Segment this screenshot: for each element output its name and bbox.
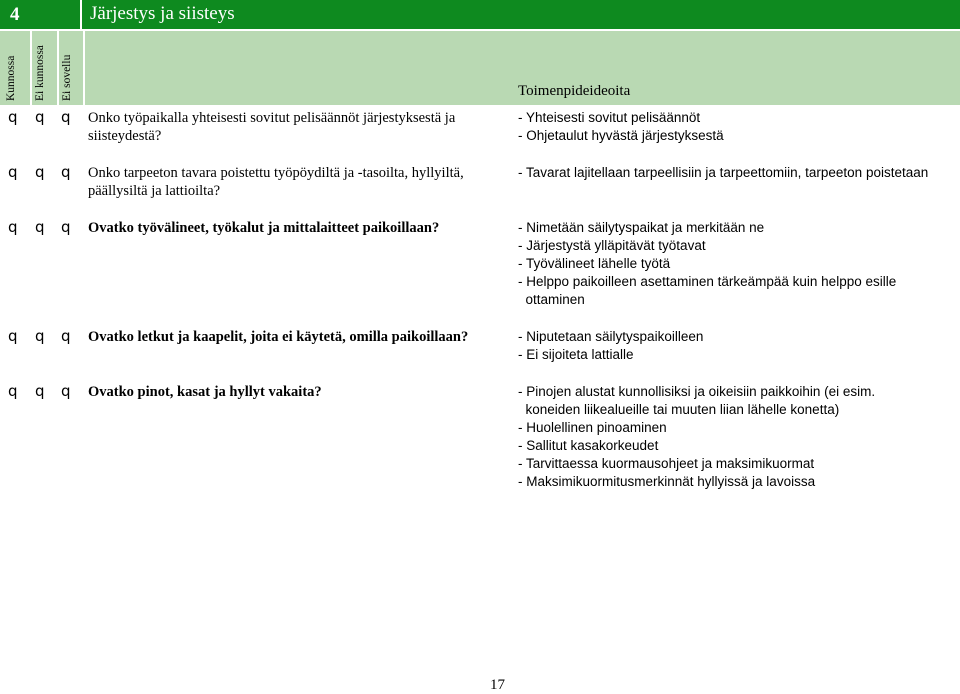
checklist-question: Onko työpaikalla yhteisesti sovitut pelisäännöt järjestyksestä ja siisteydestä?: [88, 110, 456, 144]
checkbox-na[interactable]: q: [61, 163, 71, 181]
column-label-na: Ei sovellu: [61, 54, 73, 101]
checklist-question: Onko tarpeeton tavara poistettu työpöydiltä ja -tasoilta, hyllyiltä, päällysiltä ja lattioilta?: [88, 165, 464, 199]
action-idea-line: - Työvälineet lähelle työtä: [518, 256, 671, 271]
checkbox-ok[interactable]: q: [8, 327, 18, 345]
action-ideas: [518, 109, 958, 145]
checklist-question: Ovatko pinot, kasat ja hyllyt vakaita?: [88, 384, 322, 400]
action-ideas: [518, 164, 958, 182]
checkbox-na[interactable]: q: [61, 218, 71, 236]
action-idea-line: - Järjestystä ylläpitävät työtavat: [518, 238, 706, 253]
actions-column-heading: Toimenpideideoita: [518, 83, 631, 99]
section-header: [0, 0, 960, 29]
column-header-bar: [0, 31, 960, 105]
action-idea-line: - Ohjetaulut hyvästä järjestyksestä: [518, 128, 724, 143]
action-idea-line: koneiden liikealueille tai muuten liian lähelle konetta): [518, 402, 840, 417]
checkbox-not-ok[interactable]: q: [35, 218, 45, 236]
action-idea-line: - Yhteisesti sovitut pelisäännöt: [518, 110, 701, 125]
action-idea-line: - Maksimikuormitusmerkinnät hyllyissä ja lavoissa: [518, 474, 816, 489]
action-ideas: [518, 383, 958, 491]
checkbox-na[interactable]: q: [61, 382, 71, 400]
action-idea-line: - Niputetaan säilytyspaikoilleen: [518, 329, 704, 344]
checkbox-ok[interactable]: q: [8, 218, 18, 236]
section-number: 4: [0, 0, 80, 29]
action-idea-line: ottaminen: [518, 292, 585, 307]
action-ideas: [518, 328, 958, 364]
checkbox-not-ok[interactable]: q: [35, 163, 45, 181]
checkbox-na[interactable]: q: [61, 327, 71, 345]
action-idea-line: - Helppo paikoilleen asettaminen tärkeämpää kuin helppo esille: [518, 274, 897, 289]
section-title: Järjestys ja siisteys: [82, 0, 960, 29]
action-idea-line: - Pinojen alustat kunnollisiksi ja oikeisiin paikkoihin (ei esim.: [518, 384, 876, 399]
checkbox-ok[interactable]: q: [8, 163, 18, 181]
action-idea-line: - Sallitut kasakorkeudet: [518, 438, 659, 453]
action-ideas: [518, 219, 958, 309]
column-label-not-ok: Ei kunnossa: [34, 45, 46, 101]
checkbox-not-ok[interactable]: q: [35, 327, 45, 345]
checklist-question: Ovatko letkut ja kaapelit, joita ei käytetä, omilla paikoillaan?: [88, 329, 469, 345]
checkbox-ok[interactable]: q: [8, 108, 18, 126]
page-number: 17: [490, 677, 505, 693]
action-idea-line: - Tarvittaessa kuormausohjeet ja maksimikuormat: [518, 456, 815, 471]
action-idea-line: - Tavarat lajitellaan tarpeellisiin ja tarpeettomiin, tarpeeton poistetaan: [518, 165, 929, 180]
checklist-question: Ovatko työvälineet, työkalut ja mittalaitteet paikoillaan?: [88, 220, 440, 236]
checkbox-ok[interactable]: q: [8, 382, 18, 400]
action-idea-line: - Ei sijoiteta lattialle: [518, 347, 634, 362]
checkbox-not-ok[interactable]: q: [35, 382, 45, 400]
column-divider: [83, 31, 85, 105]
action-idea-line: - Huolellinen pinoaminen: [518, 420, 667, 435]
checkbox-not-ok[interactable]: q: [35, 108, 45, 126]
column-label-ok: Kunnossa: [5, 55, 17, 101]
action-idea-line: - Nimetään säilytyspaikat ja merkitään ne: [518, 220, 765, 235]
checkbox-na[interactable]: q: [61, 108, 71, 126]
